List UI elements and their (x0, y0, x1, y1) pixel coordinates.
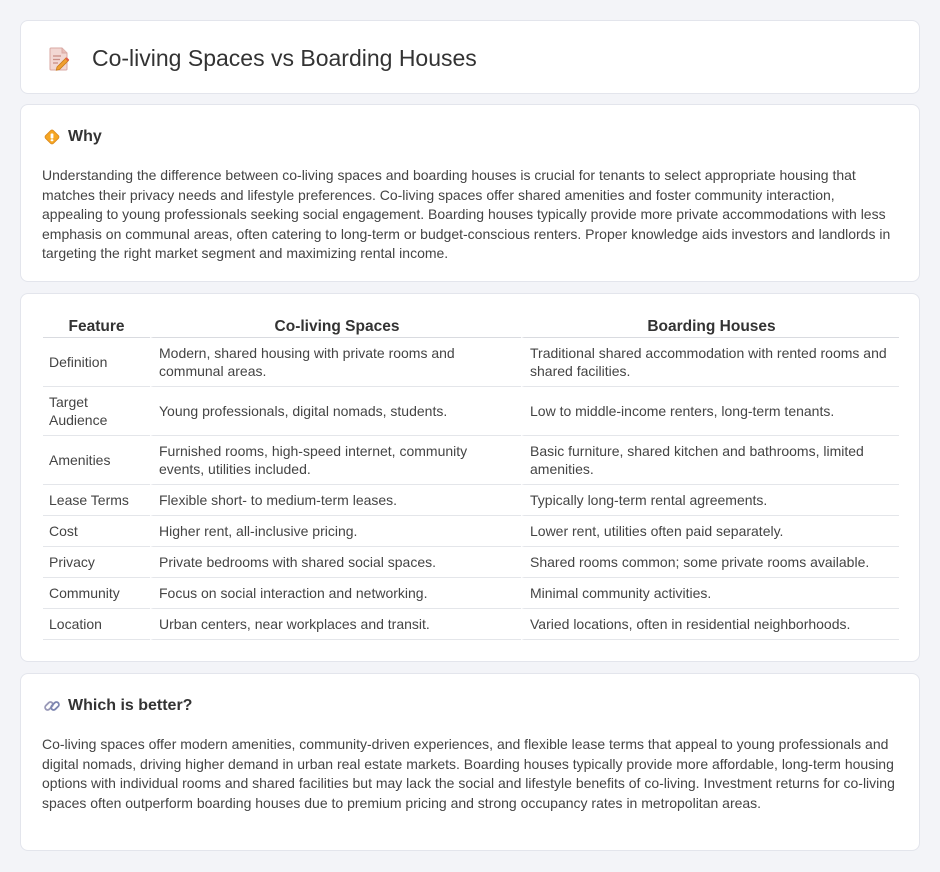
why-text: Understanding the difference between co-living spaces and boarding houses is crucial for tenants to select appropriate housing that matches their privacy needs and lifestyle preferences. Co-living spaces offer shared amenities and foster community interaction, appealing to young professionals seeking social engagement. Boarding houses typically provide more private accommodations with less emphasis on communal areas, often catering to long-term or budget-conscious renters. Proper knowledge aids investors and landlords in targeting the right market segment and maximizing rental income. (42, 167, 891, 262)
table-header-row (43, 315, 899, 338)
coliving-cell: Young professionals, digital nomads, students. (150, 387, 521, 436)
better-text: Co-living spaces offer modern amenities, community-driven experiences, and flexible lease terms that appeal to young professionals and digital nomads, driving higher demand in urban real estate markets. Boarding houses typically provide more affordable, long-term housing options with individual rooms and shared facilities but may lack the social and lifestyle benefits of co-living. Investment returns for co-living spaces often outperform boarding houses due to premium pricing and strong occupancy rates in metropolitan areas. (42, 736, 895, 811)
title-card (20, 20, 920, 94)
page-title: Co-living Spaces vs Boarding Houses (92, 45, 477, 71)
boarding-cell: Basic furniture, shared kitchen and bathrooms, limited amenities. (521, 436, 899, 485)
better-section (20, 673, 920, 851)
boarding-cell: Typically long-term rental agreements. (521, 485, 899, 516)
table-row (43, 609, 899, 640)
feature-cell: Definition (43, 338, 150, 387)
feature-cell: Privacy (43, 547, 150, 578)
boarding-cell: Lower rent, utilities often paid separately. (521, 516, 899, 547)
coliving-cell: Flexible short- to medium-term leases. (150, 485, 521, 516)
why-heading: Why (68, 128, 102, 145)
better-heading-row (43, 697, 192, 715)
boarding-cell: Low to middle-income renters, long-term tenants. (521, 387, 899, 436)
table-row (43, 338, 899, 387)
feature-cell: Cost (43, 516, 150, 547)
coliving-cell: Higher rent, all-inclusive pricing. (150, 516, 521, 547)
diamond-warning-icon (43, 128, 61, 146)
link-icon (43, 697, 61, 715)
header-feature: Feature (43, 315, 150, 338)
table-row (43, 516, 899, 547)
coliving-cell: Furnished rooms, high-speed internet, community events, utilities included. (150, 436, 521, 485)
why-heading-row (43, 128, 102, 146)
table-row (43, 387, 899, 436)
header-coliving: Co-living Spaces (150, 315, 521, 338)
comparison-section (20, 293, 920, 662)
boarding-cell: Traditional shared accommodation with rented rooms and shared facilities. (521, 338, 899, 387)
feature-cell: Target Audience (43, 387, 150, 436)
document-edit-icon (48, 47, 70, 71)
feature-cell: Location (43, 609, 150, 640)
coliving-cell: Urban centers, near workplaces and transit. (150, 609, 521, 640)
coliving-cell: Private bedrooms with shared social spaces. (150, 547, 521, 578)
feature-cell: Lease Terms (43, 485, 150, 516)
feature-cell: Community (43, 578, 150, 609)
table-row (43, 547, 899, 578)
table-row (43, 578, 899, 609)
feature-cell: Amenities (43, 436, 150, 485)
better-heading: Which is better? (68, 697, 193, 714)
comparison-table (43, 315, 899, 640)
why-section (20, 104, 920, 282)
header-boarding: Boarding Houses (521, 315, 899, 338)
title-row (48, 45, 477, 72)
table-row (43, 485, 899, 516)
boarding-cell: Minimal community activities. (521, 578, 899, 609)
boarding-cell: Varied locations, often in residential neighborhoods. (521, 609, 899, 640)
coliving-cell: Modern, shared housing with private rooms and communal areas. (150, 338, 521, 387)
table-row (43, 436, 899, 485)
boarding-cell: Shared rooms common; some private rooms available. (521, 547, 899, 578)
coliving-cell: Focus on social interaction and networking. (150, 578, 521, 609)
